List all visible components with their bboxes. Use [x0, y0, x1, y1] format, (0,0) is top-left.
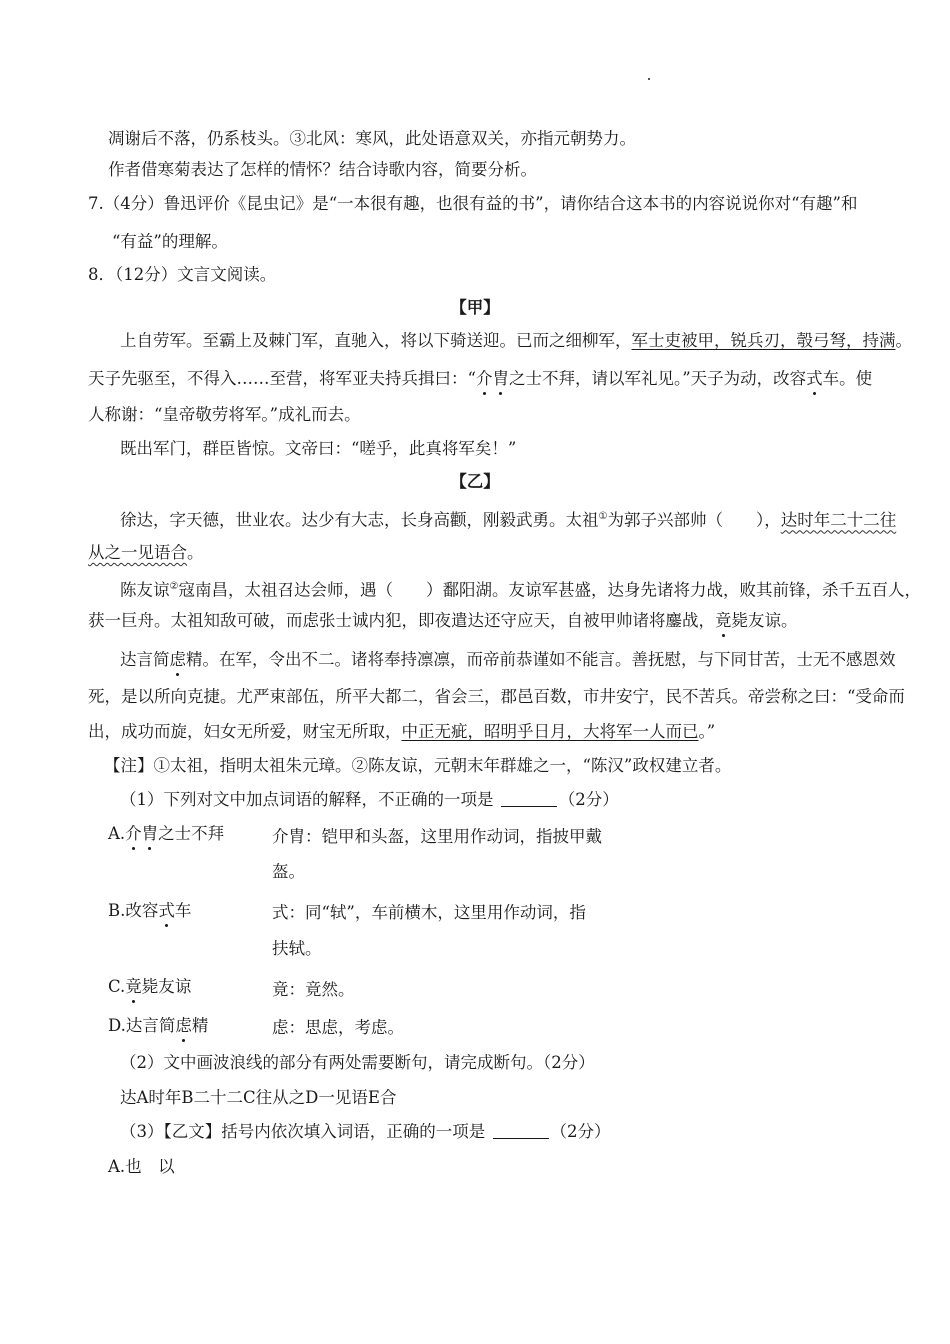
yi-line-1 [120, 506, 896, 532]
dotted-char: 式 [158, 901, 175, 920]
yi-line-3-a: 陈友谅 [120, 580, 170, 600]
jia-underlined-sentence: 军士吏被甲，锐兵刃，彀弓弩，持满 [631, 331, 896, 350]
scan-speck [648, 78, 650, 80]
dotted-char-jie: 介 [475, 369, 493, 388]
option-phrase: 毙友谅 [141, 977, 192, 996]
sub3-score: （2分） [550, 1122, 611, 1141]
dotted-char-zhou: 胄 [492, 369, 509, 388]
jia-line-1-a: 上自劳军。至霸上及棘门军，直驰入，将以下骑送迎。已而之细柳军， [120, 331, 632, 350]
yi-line-7-a: 出，成功而旋，妇女无所爱，财宝无所取， [88, 722, 402, 741]
sub1-option-d-explain: 虑：思虑，考虑。 [272, 1018, 404, 1037]
yi-line-7 [88, 721, 715, 743]
dotted-char: 虑 [175, 1016, 192, 1035]
yi-line-4 [88, 610, 798, 632]
wavy-underlined-text-2: 从之一见语合 [88, 543, 187, 562]
option-phrase: 达言简 [125, 1016, 176, 1035]
jia-line-1 [120, 330, 912, 352]
yi-line-1-a: 徐达，字天德，世业农。达少有大志，长身高颧，刚毅武勇。太祖 [120, 510, 599, 530]
sub3-stem-text: （3）【乙文】括号内依次填入词语，正确的一项是 [120, 1122, 486, 1141]
dotted-char-jing: 竟 [715, 611, 732, 630]
q7-line-1: 7.（4分）鲁迅评价《昆虫记》是“一本很有趣，也很有益的书”，请你结合这本书的内容说说你对“有趣”和 [88, 194, 858, 213]
option-label: B. [108, 901, 126, 920]
yi-underlined-sentence: 中正无疵，昭明乎日月，大将军一人而已 [401, 722, 699, 741]
sub1-option-b-explain-1: 式：同“轼”，车前横木，这里用作动词，指 [272, 903, 586, 922]
footnote-mark-2: ② [169, 581, 179, 592]
sub1-option-a [108, 823, 224, 845]
sub1-option-d [108, 1015, 208, 1037]
sub1-option-a-explain-1: 介胄：铠甲和头盔，这里用作动词，指披甲戴 [272, 827, 602, 846]
q8-heading: 8．（12分）文言文阅读。 [88, 265, 277, 284]
sub1-stem [120, 789, 619, 811]
yi-line-5-a: 达言简 [120, 650, 170, 669]
jia-line-2-c: 车。使 [822, 369, 873, 388]
option-phrase: 精 [191, 1016, 209, 1035]
sub2-stem: （2）文中画波浪线的部分有两处需要断句，请完成断句。（2分） [120, 1053, 595, 1072]
yi-line-5-b: 精。在军，令出不二。诸将奉持凛凛，而帝前恭谨如不能言。善抚慰，与下同甘苦，士无不感恩效 [186, 650, 896, 669]
sub1-score: （2分） [558, 790, 619, 809]
yi-line-5 [120, 649, 896, 671]
option-label: A. [108, 824, 126, 843]
jia-line-2 [88, 368, 872, 390]
dotted-char-shi: 式 [806, 369, 823, 388]
q7-line-2: “有益”的理解。 [112, 232, 228, 251]
jia-line-3: 人称谢：“皇帝敬劳将军。”成礼而去。 [88, 405, 361, 424]
option-phrase: 车 [174, 901, 192, 920]
jia-line-2-b: 之士不拜，请以军礼见。”天子为动，改容 [508, 369, 807, 388]
dotted-char-lv: 虑 [169, 650, 186, 669]
jia-line-2-a: 天子先驱至，不得入……至营，将军亚夫持兵揖曰：“ [88, 369, 476, 388]
sub1-option-c-explain: 竟：竟然。 [272, 980, 355, 999]
yi-line-2 [88, 542, 204, 564]
dotted-char: 胄 [141, 824, 159, 843]
jia-title: 【甲】 [450, 298, 500, 317]
q6-note-tail: 凋谢后不落，仍系枝头。③北风：寒风，此处语意双关，亦指元朝势力。 [108, 129, 636, 148]
option-phrase: 之士不拜 [158, 824, 225, 843]
sub1-option-c [108, 976, 191, 998]
sub1-option-b-explain-2: 扶轼。 [272, 939, 322, 958]
sub1-option-b [108, 900, 191, 922]
sub3-stem [120, 1121, 611, 1143]
sub3-option-a: A.也 以 [108, 1157, 175, 1176]
option-phrase: 改容 [125, 901, 159, 920]
yi-line-2-b: 。 [187, 543, 204, 562]
sub1-stem-text: （1）下列对文中加点词语的解释，不正确的一项是 [120, 790, 494, 809]
option-label: C. [108, 977, 126, 996]
yi-line-3-b: 寇南昌，太祖召达会师，遇（ ）鄱阳湖。友谅军甚盛，达身先诸将力战，败其前锋，杀千五百人， [178, 580, 921, 600]
option-label: D. [108, 1016, 126, 1035]
dotted-char: 竟 [125, 977, 142, 996]
yi-title: 【乙】 [450, 472, 500, 491]
yi-line-1-b: 为郭子兴部帅（ ）， [607, 510, 781, 530]
annotation-note: 【注】①太祖，指明太祖朱元璋。②陈友谅，元朝末年群雄之一，“陈汉”政权建立者。 [104, 756, 732, 775]
dotted-char: 介 [125, 824, 142, 843]
answer-blank-1[interactable] [501, 790, 557, 807]
yi-line-6: 死，是以所向克捷。尤严束部伍，所平大都二，省会三，郡邑百数，市井安宁，民不苦兵。帝尝称之曰：“受命而 [88, 687, 905, 706]
sub1-option-a-explain-2: 盔。 [272, 862, 305, 881]
wavy-underlined-text-1: 达时年二十二往 [780, 510, 897, 530]
yi-line-4-b: 毙友谅。 [731, 611, 798, 630]
q6-question: 作者借寒菊表达了怎样的情怀？结合诗歌内容，简要分析。 [108, 160, 537, 179]
footnote-mark-1: ① [598, 511, 608, 522]
yi-line-7-b: 。” [698, 722, 716, 741]
yi-line-4-a: 获一巨舟。太祖知敌可破，而虑张士诚内犯，即夜遣达还守应天，自被甲帅诸将鏖战， [88, 611, 715, 630]
sub2-text: 达A时年B二十二C往从之D一见语E合 [120, 1088, 397, 1107]
yi-line-3 [120, 576, 921, 602]
answer-blank-3[interactable] [493, 1122, 549, 1139]
jia-line-4: 既出军门，群臣皆惊。文帝曰：“嗟乎，此真将军矣！” [120, 439, 517, 458]
jia-line-1-b: 。 [895, 331, 912, 350]
